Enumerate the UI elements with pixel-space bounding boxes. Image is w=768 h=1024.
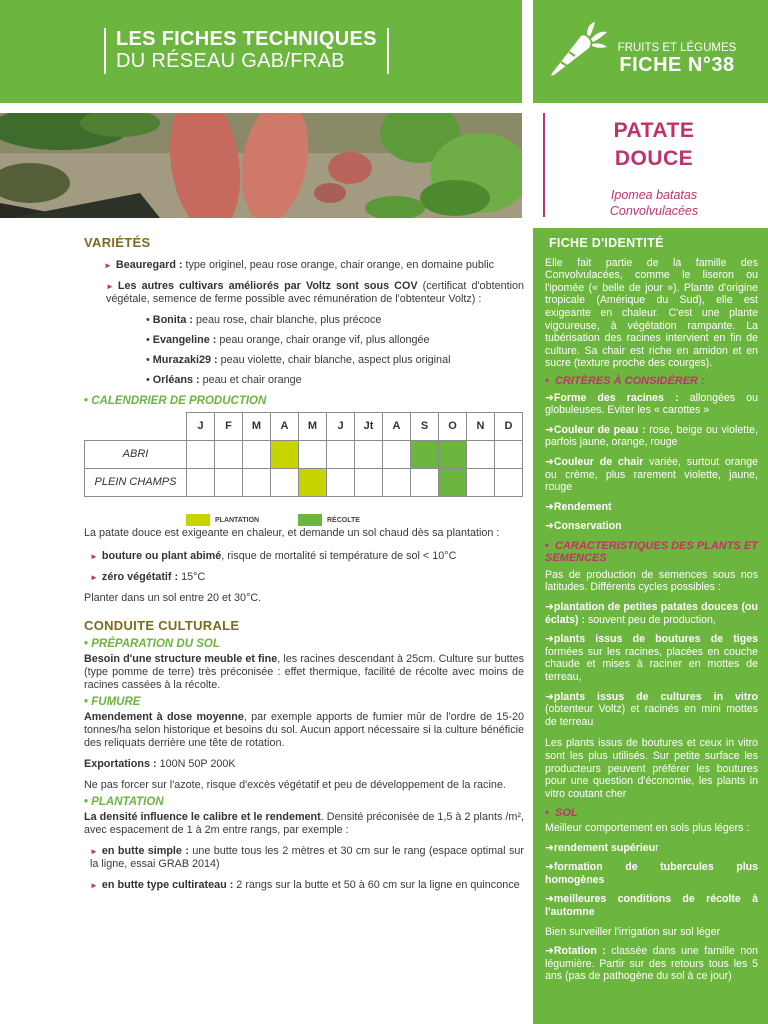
chaleur-intro: La patate douce est exigeante en chaleur, et demande un sol chaud dès sa plantation : [84, 527, 500, 539]
calendar-cell [467, 469, 495, 497]
fumure-heading: • FUMURE [84, 696, 141, 708]
critere-item: ➜Forme des racines : allongées ou globuleuses. Eviter les « carottes » [545, 391, 758, 417]
exportations-text: Exportations : 100N 50P 200K [84, 758, 236, 770]
sol-heading: • SOL [545, 807, 578, 820]
triangle-bullet-icon: ► [90, 881, 98, 890]
sweet-potato-photo [0, 113, 522, 218]
legend-plantation: PLANTATION [186, 514, 259, 527]
criteres-heading: • CRITÈRES À CONSIDÉRER : [545, 374, 705, 387]
preparation-text: Besoin d'une structure meuble et fine, les racines descendant à 25cm. Culture sur buttes (type pomme de terre) très préconisée : effet thermique, facilité de récolte avec moins de racines cassées à la récolte. [84, 653, 525, 691]
carac-item: ➜plants issus de cultures in vitro (obtenteur Voltz) et racinés en mini mottes de terreau [545, 690, 758, 728]
product-name-line1: PATATE [613, 119, 695, 142]
calendar-cell [467, 441, 495, 469]
month-cell: N [467, 413, 495, 441]
plantation-text: La densité influence le calibre et le rendement. Densité préconisée de 1,5 à 2 plants /m², avec espacement de 1 à 2m entre rangs, par exemple : [84, 811, 524, 836]
calendar-cell [327, 441, 355, 469]
arrow-icon: ➜ [545, 633, 554, 646]
calendar-cell [327, 469, 355, 497]
calendar-cell [495, 469, 523, 497]
calendar-cell [271, 441, 299, 469]
plantation-swatch [186, 514, 210, 526]
chaleur-item: ► bouture ou plant abimé, risque de mortalité si température de sol < 10°C [90, 550, 457, 562]
calendar-cell [187, 469, 215, 497]
calendar-cell [243, 441, 271, 469]
critere-item: ➜Conservation [545, 520, 622, 533]
month-cell: S [411, 413, 439, 441]
arrow-icon: ➜ [545, 861, 554, 874]
month-cell: A [271, 413, 299, 441]
triangle-bullet-icon: ► [90, 847, 98, 856]
cultivar-item: • Evangeline : peau orange, chair orange vif, plus allongée [146, 334, 430, 346]
critere-item: ➜Rendement [545, 500, 612, 513]
calendar-cell [355, 469, 383, 497]
calendar-legend [84, 497, 524, 525]
cultivar-item: • Orléans : peau et chair orange [146, 374, 302, 386]
calendar-cell [243, 469, 271, 497]
main-column [84, 236, 524, 892]
calendar-cell [355, 441, 383, 469]
calendar-row-label: ABRI [85, 441, 187, 469]
arrow-icon: ➜ [545, 455, 554, 468]
preparation-heading: • PRÉPARATION DU SOL [84, 638, 220, 650]
rotation-text: ➜Rotation : classée dans une famille non légumière. Partir sur des retours tous les 5 ans (pas de pathogène du sol à ce jour) [545, 945, 758, 983]
arrow-icon: ➜ [545, 893, 554, 906]
fiche-number: FICHE N°38 [619, 54, 735, 76]
cultivar-list [84, 314, 524, 387]
product-title-box [543, 113, 763, 217]
calendar-cell [383, 469, 411, 497]
variety-item: ► Les autres cultivars améliorés par Voltz sont sous COV (certificat d'obtention végétale, semence de ferme possible avec rémunération de l'obtenteur Voltz) : [106, 280, 524, 305]
calendar-cell [495, 441, 523, 469]
month-cell: M [243, 413, 271, 441]
scientific-name-line2: Convolvulacées [609, 204, 699, 218]
arrow-icon: ➜ [545, 500, 554, 513]
cultivar-item: • Bonita : peau rose, chair blanche, plus précoce [146, 314, 382, 326]
varietes-heading: VARIÉTÉS [84, 235, 151, 250]
calendar-row-plein-champs [85, 469, 523, 497]
calendar-months-row [85, 413, 523, 441]
month-cell: O [439, 413, 467, 441]
calendar-cell [187, 441, 215, 469]
calendar-cell [215, 441, 243, 469]
month-cell: M [299, 413, 327, 441]
arrow-icon: ➜ [545, 841, 554, 854]
plantation-heading: • PLANTATION [84, 796, 164, 808]
irrigation-text: Bien surveiller l'irrigation sur sol léger [545, 925, 721, 938]
carac-heading: • CARACTERISTIQUES DES PLANTS ET SEMENCES [545, 539, 758, 564]
month-cell: J [327, 413, 355, 441]
identite-heading: FICHE D'IDENTITÉ [549, 236, 664, 250]
sol-item: ➜meilleures conditions de récolte à l'automne [545, 893, 758, 918]
plantation-item: ► en butte simple : une butte tous les 2 mètres et 30 cm sur le rang (espace optimal sur la ligne, essai GRAB 2014) [90, 845, 524, 870]
carac-item: ➜plants issus de boutures de tiges formées sur les racines, placées en couche chaude et mises à raciner en mottes de terreau, [545, 633, 758, 684]
critere-item: ➜Couleur de peau : rose, beige ou violette, parfois jaune, orange, rouge [545, 423, 758, 449]
calendar-cell [299, 441, 327, 469]
calendar-row-label: PLEIN CHAMPS [85, 469, 187, 497]
calendar-cell [299, 469, 327, 497]
calendar-cell [411, 469, 439, 497]
arrow-icon: ➜ [545, 391, 554, 404]
month-cell: D [495, 413, 523, 441]
arrow-icon: ➜ [545, 690, 554, 703]
calendar-cell [271, 469, 299, 497]
scientific-name [545, 187, 763, 219]
calendrier-heading: • CALENDRIER DE PRODUCTION [84, 395, 267, 407]
arrow-icon: ➜ [545, 520, 554, 533]
calendar-cell [411, 441, 439, 469]
scientific-name-line1: Ipomea batatas [610, 188, 698, 202]
calendar-cell [439, 469, 467, 497]
arrow-icon: ➜ [545, 601, 554, 614]
triangle-bullet-icon: ► [90, 573, 98, 582]
azote-text: Ne pas forcer sur l'azote, risque d'excès végétatif et peu de développement de la racine. [84, 779, 506, 791]
product-name [545, 117, 763, 173]
chaleur-item: ► zéro végétatif : 15°C [90, 571, 206, 583]
chaleur-outro: Planter dans un sol entre 20 et 30°C. [84, 592, 262, 604]
sol-item: ➜rendement supérieur [545, 841, 659, 854]
carac-intro: Pas de production de semences sous nos latitudes. Différents cycles possibles : [545, 568, 758, 594]
calendar-row-abri [85, 441, 523, 469]
carrot-icon [543, 22, 609, 78]
arrow-icon: ➜ [545, 945, 554, 958]
series-title-line2: DU RÉSEAU GAB/FRAB [116, 50, 345, 72]
fiche-category: FRUITS ET LÉGUMES [617, 42, 737, 54]
variety-item: ► Beauregard : type originel, peau rose orange, chair orange, en domaine public [104, 259, 495, 271]
product-name-line2: DOUCE [614, 147, 694, 170]
identite-intro: Elle fait partie de la famille des Convolvulacées, comme le liseron ou l'ipomée (« belle de jour »). Plante d'origine tropicale (Amérique du Sud), elle est exigeante en chaleur. C'est une plante vigoureuse, à végétation rampante. La tubérisation des racines intervient en fin de culture. Sa chair est riche en amidon et en sucre (texture proche des courges). [545, 256, 758, 370]
calendar-cell [439, 441, 467, 469]
calendar-cell [383, 441, 411, 469]
sol-item: ➜formation de tubercules plus homogènes [545, 861, 758, 886]
series-title [104, 28, 389, 74]
conduite-heading: CONDUITE CULTURALE [84, 618, 240, 633]
legend-recolte: RÉCOLTE [298, 514, 360, 527]
arrow-icon: ➜ [545, 423, 554, 436]
carac-outro: Les plants issus de boutures et ceux in vitro sont les plus utilisés. Sur petite surface les producteurs peuvent préférer les boutures pour une question d'économie, les plants in vitro coutant cher [545, 737, 758, 800]
triangle-bullet-icon: ► [104, 261, 112, 270]
identity-sidebar [533, 228, 768, 1024]
sol-intro: Meilleur comportement en sols plus légers : [545, 821, 750, 834]
cultivar-item: • Murazaki29 : peau violette, chair blanche, aspect plus original [146, 354, 451, 366]
month-cell: F [215, 413, 243, 441]
recolte-swatch [298, 514, 322, 526]
month-cell: Jt [355, 413, 383, 441]
carac-item: ➜plantation de petites patates douces (ou éclats) : souvent peu de production, [545, 601, 758, 626]
triangle-bullet-icon: ► [90, 552, 98, 561]
plantation-item: ► en butte type cultirateau : 2 rangs sur la butte et 50 à 60 cm sur la ligne en quinconce [90, 879, 520, 891]
fumure-text: Amendement à dose moyenne, par exemple apports de fumier mûr de l'ordre de 15-20 tonnes/ha selon historique et besoins du sol. Aucun apport nécessaire si la culture bénéficie des reliquats derrière une tête de rotation. [84, 711, 524, 749]
triangle-bullet-icon: ► [106, 282, 114, 291]
series-title-line1: LES FICHES TECHNIQUES [116, 28, 377, 50]
critere-item: ➜Couleur de chair variée, surtout orange ou crème, plus rarement violette, jaune, rouge [545, 455, 759, 494]
calendar-cell [215, 469, 243, 497]
production-calendar [84, 412, 523, 497]
month-cell: A [383, 413, 411, 441]
month-cell: J [187, 413, 215, 441]
